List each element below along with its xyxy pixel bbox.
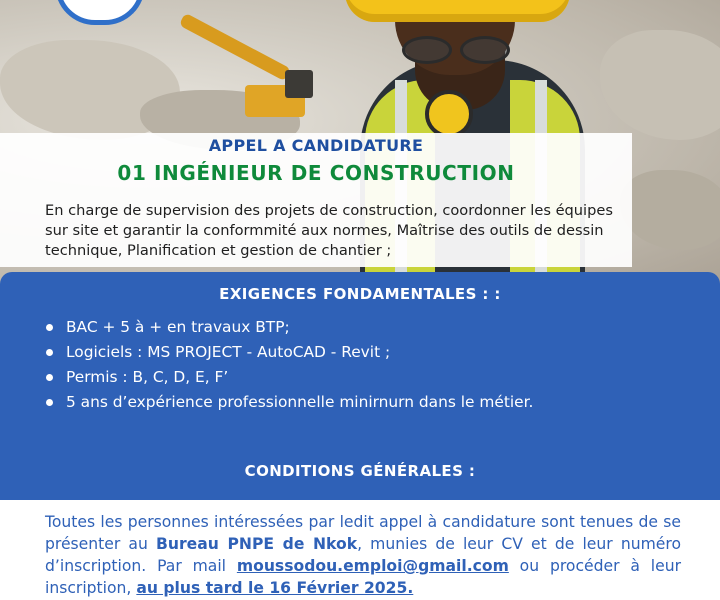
hard-hat xyxy=(345,0,570,22)
conditions-text-part: ou procéder à leur inscription, xyxy=(45,557,681,597)
requirements-panel xyxy=(0,272,720,500)
job-description: En charge de supervision des projets de construction, coordonner les équipes sur site et garantir la conformmité aux normes, Maîtrise des outils de dessin technique, Planification et gestion de chantier ; xyxy=(45,202,613,259)
list-item: Logiciels : MS PROJECT - AutoCAD - Revit ; xyxy=(44,340,533,365)
job-title: 01 INGÉNIEUR DE CONSTRUCTION xyxy=(117,161,515,185)
office-name: Bureau PNPE de Nkok xyxy=(156,535,358,553)
conditions-text xyxy=(45,511,681,599)
list-item: BAC + 5 à + en travaux BTP; xyxy=(44,315,533,340)
earmuff-icon xyxy=(425,90,473,138)
requirements-list xyxy=(44,315,533,415)
excavator-arm xyxy=(179,13,292,82)
email-link[interactable]: moussodou.emploi@gmail.com xyxy=(236,557,509,575)
call-for-applications-heading: APPEL A CANDIDATURE xyxy=(208,136,424,155)
conditions-section xyxy=(0,500,720,600)
conditions-text-part: Toutes les personnes intéressées par ledit appel à candidature sont tenues de se présenter au xyxy=(45,513,681,553)
conditions-heading: CONDITIONS GÉNÉRALES : xyxy=(244,462,476,480)
list-item: 5 ans d’expérience professionnelle minirnurn dans le métier. xyxy=(44,390,533,415)
list-item: Permis : B, C, D, E, F’ xyxy=(44,365,533,390)
conditions-text-part: , munies de leur CV et de leur numéro d’inscription. Par mail xyxy=(45,535,681,575)
job-card xyxy=(0,133,632,267)
requirements-heading: EXIGENCES FONDAMENTALES : : xyxy=(219,285,501,303)
deadline: au plus tard le 16 Février 2025. xyxy=(136,579,414,597)
glasses xyxy=(402,36,510,62)
logo xyxy=(55,0,145,25)
